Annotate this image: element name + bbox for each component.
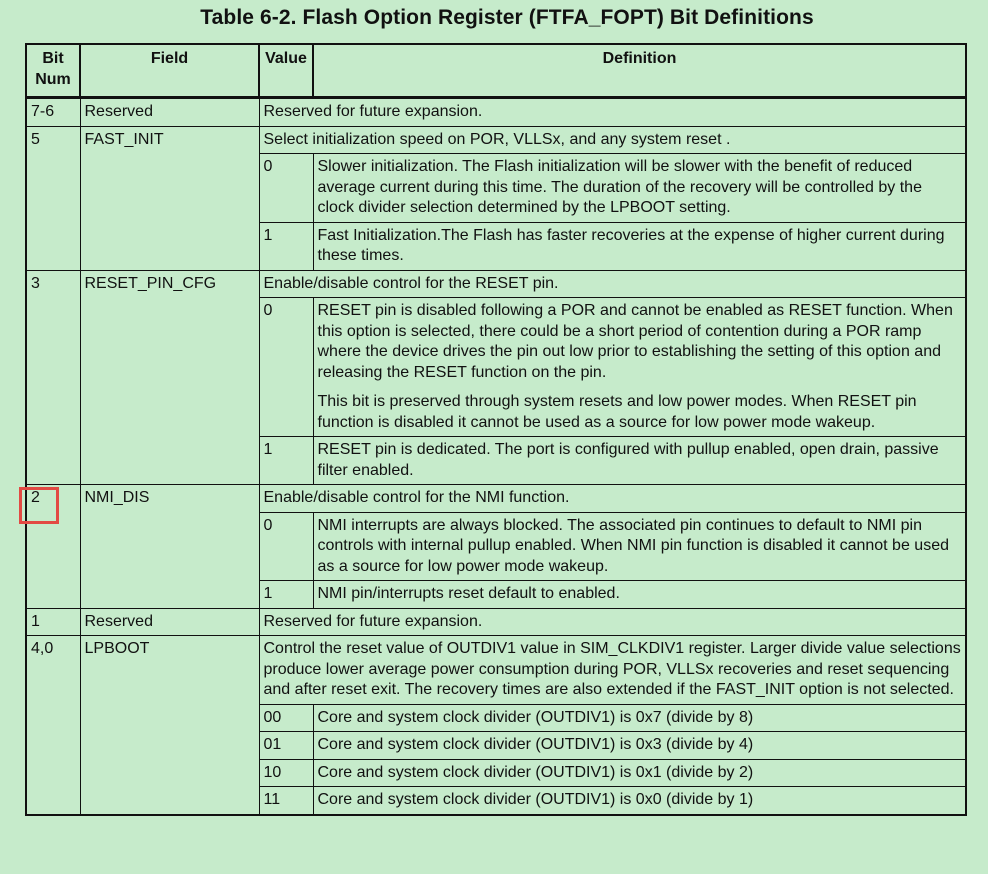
value-cell: 0	[259, 154, 313, 223]
definition-cell	[313, 581, 966, 609]
table-row	[26, 636, 966, 705]
definition-paragraph: Slower initialization. The Flash initialization will be slower with the benefit of reduced average current during this time. The duration of the recovery will be controlled by the clock divider selection determined by the LPBOOT setting.	[317, 158, 922, 216]
value-cell: 11	[259, 787, 313, 815]
field-cell: LPBOOT	[80, 636, 259, 815]
definition-paragraph: NMI pin/interrupts reset default to enabled.	[317, 585, 620, 602]
bit-num-cell: 3	[26, 270, 80, 485]
field-cell: RESET_PIN_CFG	[80, 270, 259, 485]
header-value-label: Value	[265, 50, 307, 67]
header-field-label: Field	[150, 50, 189, 67]
definition-cell	[313, 732, 966, 760]
value-cell: 01	[259, 732, 313, 760]
table-row	[26, 98, 966, 127]
definition-cell	[313, 222, 966, 270]
definition-cell	[313, 512, 966, 581]
field-summary-cell: Reserved for future expansion.	[259, 608, 966, 636]
value-cell: 1	[259, 437, 313, 485]
definition-cell	[313, 704, 966, 732]
definition-paragraph: RESET pin is disabled following a POR and cannot be enabled as RESET function. When this option is selected, there could be a short period of contention during a POR ramp where the device drives the pin out low prior to establishing the setting of this option and releasing the RESET function on the pin.	[317, 302, 953, 381]
table-row	[26, 485, 966, 513]
table-body	[26, 98, 966, 815]
definition-paragraph: Fast Initialization.The Flash has faster recoveries at the expense of higher current during these times.	[317, 226, 945, 264]
table-title: Table 6-2. Flash Option Register (FTFA_FOPT) Bit Definitions	[200, 6, 814, 29]
header-definition-label: Definition	[602, 50, 677, 67]
bit-num-cell: 4,0	[26, 636, 80, 815]
definition-cell	[313, 298, 966, 437]
field-cell: FAST_INIT	[80, 126, 259, 270]
value-cell: 0	[259, 512, 313, 581]
value-cell: 0	[259, 298, 313, 437]
table-row	[26, 126, 966, 154]
definition-paragraph: Core and system clock divider (OUTDIV1) is 0x3 (divide by 4)	[317, 736, 754, 753]
bit-num-cell: 5	[26, 126, 80, 270]
table-header-row	[26, 44, 966, 98]
definition-paragraph: NMI interrupts are always blocked. The associated pin continues to default to NMI pin controls with internal pullup enabled. When NMI pin function is disabled it cannot be used as a source for low power mode wakeup.	[317, 516, 949, 575]
table-row	[26, 270, 966, 298]
bit-num-cell: 7-6	[26, 98, 80, 127]
definition-cell	[313, 437, 966, 485]
field-summary-cell: Select initialization speed on POR, VLLSx, and any system reset .	[259, 126, 966, 154]
value-cell: 00	[259, 704, 313, 732]
field-cell: NMI_DIS	[80, 485, 259, 609]
field-summary-cell: Enable/disable control for the RESET pin.	[259, 270, 966, 298]
header-field	[80, 44, 259, 98]
value-cell: 1	[259, 581, 313, 609]
bit-num-cell: 1	[26, 608, 80, 636]
definition-cell	[313, 787, 966, 815]
field-summary-cell: Enable/disable control for the NMI function.	[259, 485, 966, 513]
header-value	[259, 44, 313, 98]
register-bit-table	[25, 43, 967, 816]
header-bit-num-label: Bit Num	[35, 50, 71, 88]
value-cell: 10	[259, 759, 313, 787]
definition-cell	[313, 759, 966, 787]
value-cell: 1	[259, 222, 313, 270]
definition-paragraph: Core and system clock divider (OUTDIV1) is 0x0 (divide by 1)	[317, 791, 754, 808]
field-cell: Reserved	[80, 608, 259, 636]
table-row	[26, 608, 966, 636]
definition-paragraph: Core and system clock divider (OUTDIV1) is 0x7 (divide by 8)	[317, 708, 754, 726]
header-definition	[313, 44, 966, 98]
definition-cell	[313, 154, 966, 223]
bit-num-cell: 2	[26, 485, 80, 609]
field-cell: Reserved	[80, 98, 259, 127]
definition-paragraph: This bit is preserved through system resets and low power modes. When RESET pin function is disabled it cannot be used as a source for low power mode wakeup.	[317, 393, 917, 431]
definition-paragraph: RESET pin is dedicated. The port is configured with pullup enabled, open drain, passive filter enabled.	[317, 441, 939, 479]
field-summary-cell: Control the reset value of OUTDIV1 value in SIM_CLKDIV1 register. Larger divide value selections produce lower average power consumption during POR, VLLSx recoveries and reset sequencing and after reset exit. The recovery times are also extended if the FAST_INIT option is not selected.	[259, 636, 966, 705]
field-summary-cell: Reserved for future expansion.	[259, 98, 966, 127]
definition-paragraph: Core and system clock divider (OUTDIV1) is 0x1 (divide by 2)	[317, 763, 754, 781]
header-bit-num	[26, 44, 80, 98]
